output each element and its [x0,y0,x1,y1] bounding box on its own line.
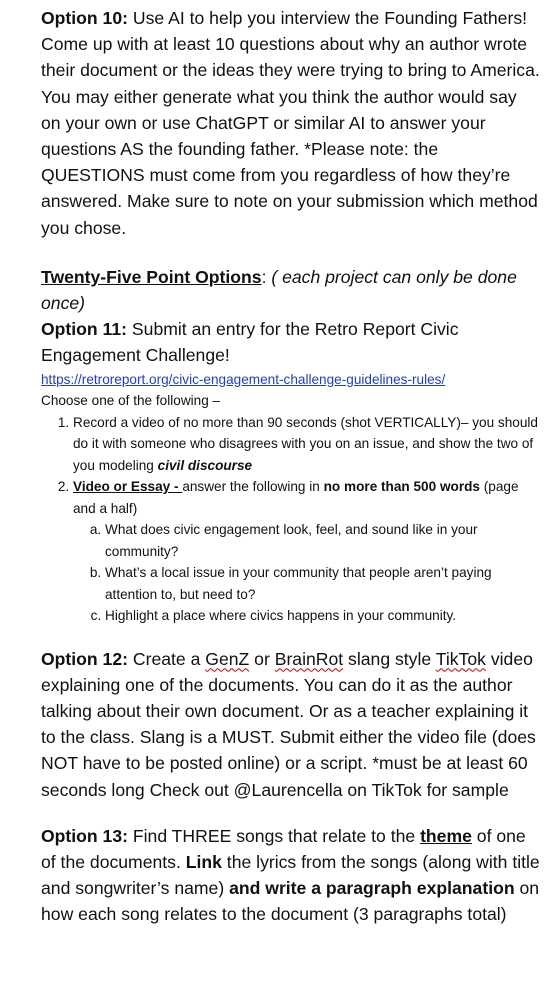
option-11-text: Submit an entry for the Retro Report Civic Engagement Challenge! [41,319,459,366]
retro-report-link[interactable]: https://retroreport.org/civic-engagement-challenge-guidelines-rules/ [41,371,446,387]
choose-line: Choose one of the following – [41,393,221,409]
option-12-label: Option 12: [41,648,128,669]
option-13-text-1: Find THREE songs that relate to the [128,825,421,846]
heading-colon: : [261,266,267,287]
twenty-five-heading: Twenty-Five Point Options [41,266,262,287]
option-13-text-3: the lyrics from the songs (along with title and songwriter’s name) [41,852,540,899]
twenty-five-heading-line [41,264,541,316]
choice-2-text: answer the following in [182,479,324,495]
write-paragraph-text: and write a paragraph explanation [229,878,515,899]
option-11-choices [41,412,541,627]
option-10-label: Option 10: [41,8,128,28]
document-page [41,5,541,928]
choice-2-tail: (page and a half) [73,479,519,516]
essay-prompt-b: b. What’s a local issue in your community that people aren’t paying attention to, but need to? [105,562,541,605]
genz-word: GenZ [205,648,250,669]
civil-discourse-text: civil discourse [157,457,253,473]
twenty-five-note: ( each project can only be done once) [41,266,517,314]
essay-prompts [73,519,541,627]
video-or-essay-label: Video or Essay - [73,479,183,495]
option-13-label: Option 13: [41,825,128,846]
option-12-text-4: video explaining one of the documents. You can do it as the author talking about their own document. Or as a teacher explaining it to the class. Slang is a MUST. Submit either the video file (does NOT have to be posted online) or a script. *must be at least 60 seconds long Check out @Laurencella on TikTok for sample [41,648,536,800]
option-12-text-2: or [249,648,275,669]
word-limit-text: no more than 500 words [323,479,480,495]
option-12-text-3: slang style [343,648,436,669]
option-11-link-line [41,369,541,391]
choice-1-text: Record a video of no more than 90 seconds (shot VERTICALLY)– you should do it with someone who disagrees with you on an issue, and show the two of you modeling [73,414,538,473]
link-word: Link [185,852,222,873]
theme-word: theme [420,825,472,846]
brainrot-word: BrainRot [274,648,344,669]
option-11-label: Option 11: [41,319,128,340]
choice-item-1 [73,412,541,477]
choice-item-2 [73,476,541,627]
option-11-paragraph [41,316,541,368]
option-13-text-2: of one of the documents. [41,825,526,873]
option-13-text-4: on how each song relates to the document (3 paragraphs total) [41,878,540,925]
option-13-paragraph [41,823,541,928]
option-12-text-1: Create a [128,648,206,669]
option-10-text: Use AI to help you interview the Founding Fathers! Come up with at least 10 questions about why an author wrote their document or the ideas they were trying to bring to America. You may either generate what you think the author would say on your own or use ChatGPT or similar AI to answer your questions AS the founding father. *Please note: the QUESTIONS must come from you regardless of how they’re answered. Make sure to note on your submission which method you chose. [41,8,540,238]
option-10-paragraph [41,5,541,241]
option-12-paragraph [41,646,541,803]
tiktok-word: TikTok [435,648,486,669]
essay-prompt-c: c. Highlight a place where civics happens in your community. [105,605,541,627]
essay-prompt-a: a. What does civic engagement look, feel, and sound like in your community? [105,519,541,562]
